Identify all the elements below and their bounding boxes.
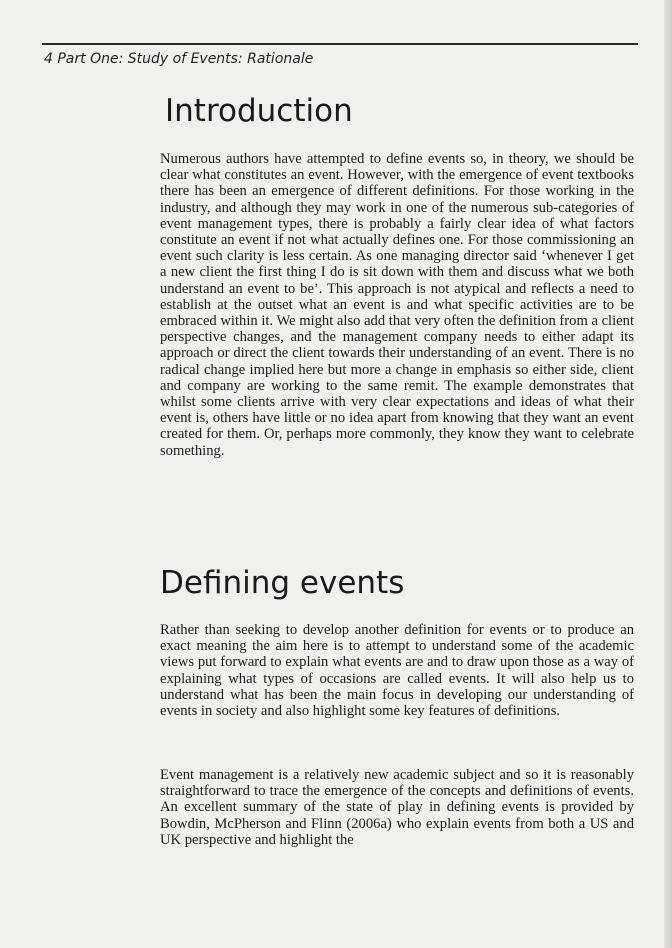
introduction-paragraph: Numerous authors have attempted to define events so, in theory, we should be clear what constitutes an event. However, with the emergence of event textbooks there has been an emergence of different definitions. For those working in the industry, and although they may work in one of the numerous sub-categories of event management types, there is probably a fairly clear idea of what factors constitute an event if not what actually defines one. For those commissioning an event such clarity is less certain. As one managing director said ‘whenever I get a new client the first thing I do is sit down with them and discuss what we both understand an event to be’. This approach is not atypical and reflects a need to establish at the outset what an event is and what specific activities are to be embraced within it. We might also add that very often the definition from a client perspective changes, and the management company needs to either adapt its approach or direct the client towards their understanding of an event. There is no radical change implied here but more a change in emphasis so either side, client and company are working to the same remit. The example demonstrates that whilst some clients arrive with very clear expectations and ideas of what their event is, others have little or no idea apart from knowing that they want an event created for them. Or, perhaps more commonly, they know they want to celebrate something. [160, 151, 634, 459]
heading-defining-events: Defining events [160, 565, 405, 601]
defining-events-paragraph-1: Rather than seeking to develop another definition for events or to produce an exact meaning the aim here is to attempt to understand some of the academic views put forward to explain what events are and to draw upon those as a way of explaining what types of occasions are called events. It will also help us to understand what has been the main focus in developing our understanding of events in society and also highlight some key features of definitions. [160, 622, 634, 720]
page-edge [664, 0, 672, 948]
heading-introduction: Introduction [165, 93, 353, 129]
defining-events-paragraph-2: Event management is a relatively new academic subject and so it is reasonably straightforward to trace the emergence of the concepts and definitions of events. An excellent summary of the state of play in defining events is provided by Bowdin, McPherson and Flinn (2006a) who explain events from both a US and UK perspective and highlight the [160, 767, 634, 848]
header-rule [42, 43, 638, 45]
running-head: 4 Part One: Study of Events: Rationale [44, 51, 314, 67]
